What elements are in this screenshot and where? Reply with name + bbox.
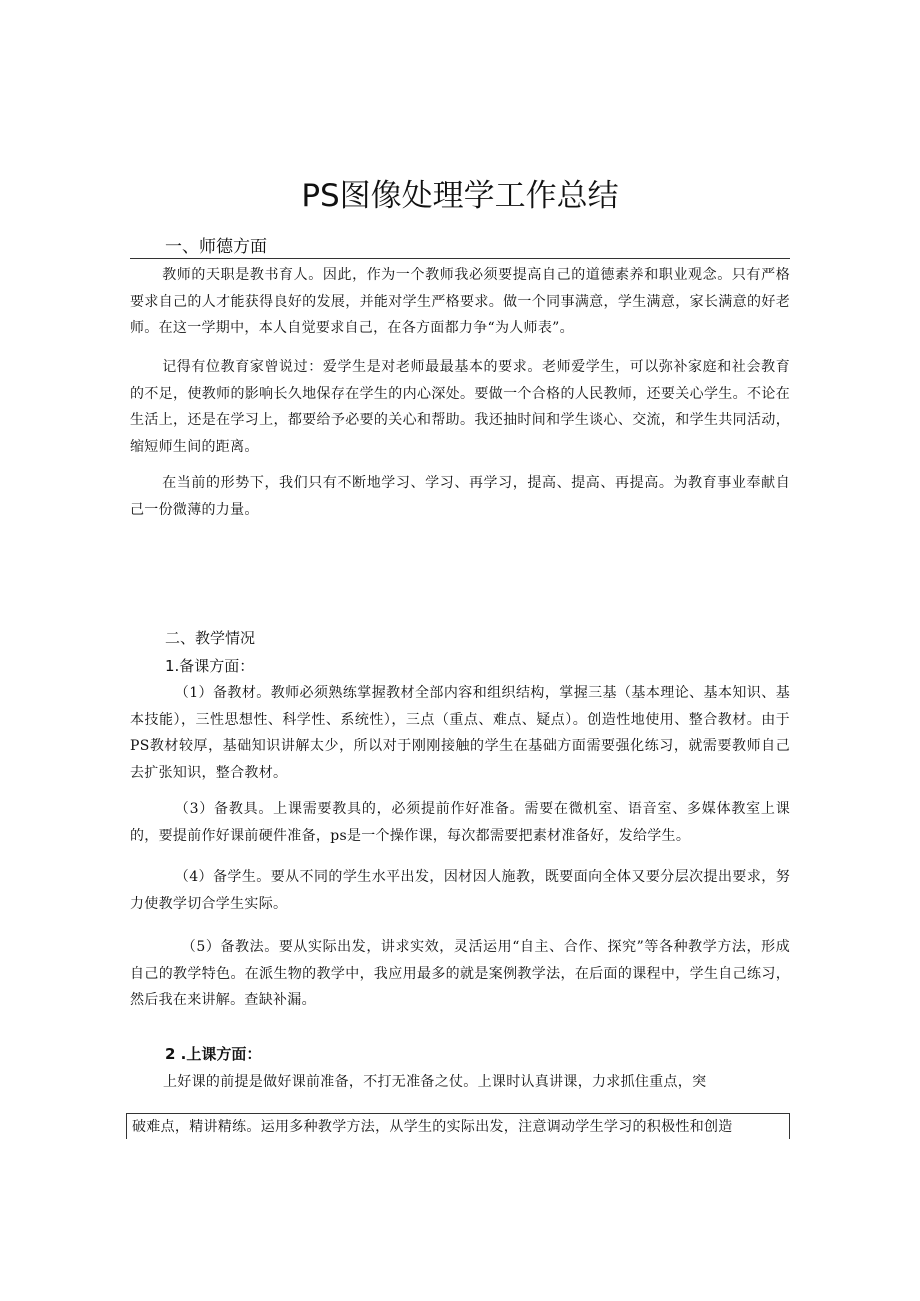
list-item: （3）备教具。上课需要教具的，必须提前作好准备。需要在微机室、语音室、多媒体教室上课的，要提前作好课前硬件准备，ps是一个操作课，每次都需要把素材准备好，发给学生。 xyxy=(130,801,790,844)
section-divider xyxy=(130,258,790,259)
paragraph: 记得有位教育家曾说过：爱学生是对老师最最基本的要求。老师爱学生，可以弥补家庭和社会教育的不足，使教师的影响长久地保存在学生的内心深处。要做一个合格的人民教师，还要关心学生。不论在生活上，还是在学习上，都要给予必要的关心和帮助。我还抽时间和学生谈心、交流，和学生共同活动，缩短师生间的距离。 xyxy=(130,359,790,455)
list-item: （4）备学生。要从不同的学生水平出发，因材因人施教，既要面向全体又要分层次提出要求，努力使教学切合学生实际。 xyxy=(130,869,790,912)
paragraph: 上好课的前提是做好课前准备，不打无准备之仗。上课时认真讲课，力求抓住重点，突 xyxy=(163,1074,707,1090)
subheading-lesson-prep: 1.备课方面： xyxy=(165,657,255,675)
list-item: （1）备教材。教师必须熟练掌握教材全部内容和组织结构，掌握三基（基本理论、基本知识、基本技能），三性思想性、科学性、系统性），三点（重点、难点、疑点）。创造性地使用、整合教材。由于PS教材较厚，基础知识讲解太少，所以对于刚刚接触的学生在基础方面需要强化练习，就需要教师自己去扩张知识，整合教材。 xyxy=(130,685,790,781)
list-item: （5）备教法。要从实际出发，讲求实效，灵活运用“自主、合作、探究”等各种教学方法，形成自己的教学特色。在派生物的教学中，我应用最多的就是案例教学法，在后面的课程中，学生自己练习，然后我在来讲解。查缺补漏。 xyxy=(130,939,790,1008)
boxed-line: 破难点，精讲精练。运用多种教学方法，从学生的实际出发，注意调动学生学习的积极性和创造 xyxy=(126,1113,790,1139)
section-heading-teaching: 二、教学情况 xyxy=(165,629,256,647)
paragraph: 教师的天职是教书育人。因此，作为一个教师我必须要提高自己的道德素养和职业观念。只有严格要求自己的人才能获得良好的发展，并能对学生严格要求。做一个同事满意，学生满意，家长满意的好老师。在这一学期中，本人自觉要求自己，在各方面都力争“为人师表”。 xyxy=(130,267,790,336)
page-title: PS图像处理学工作总结 xyxy=(301,178,619,214)
subheading-class: 2 .上课方面： xyxy=(165,1045,262,1063)
paragraph: 在当前的形势下，我们只有不断地学习、学习、再学习，提高、提高、再提高。为教育事业奉献自己一份微薄的力量。 xyxy=(130,475,790,518)
section-heading-ethics: 一、师德方面 xyxy=(165,237,267,257)
